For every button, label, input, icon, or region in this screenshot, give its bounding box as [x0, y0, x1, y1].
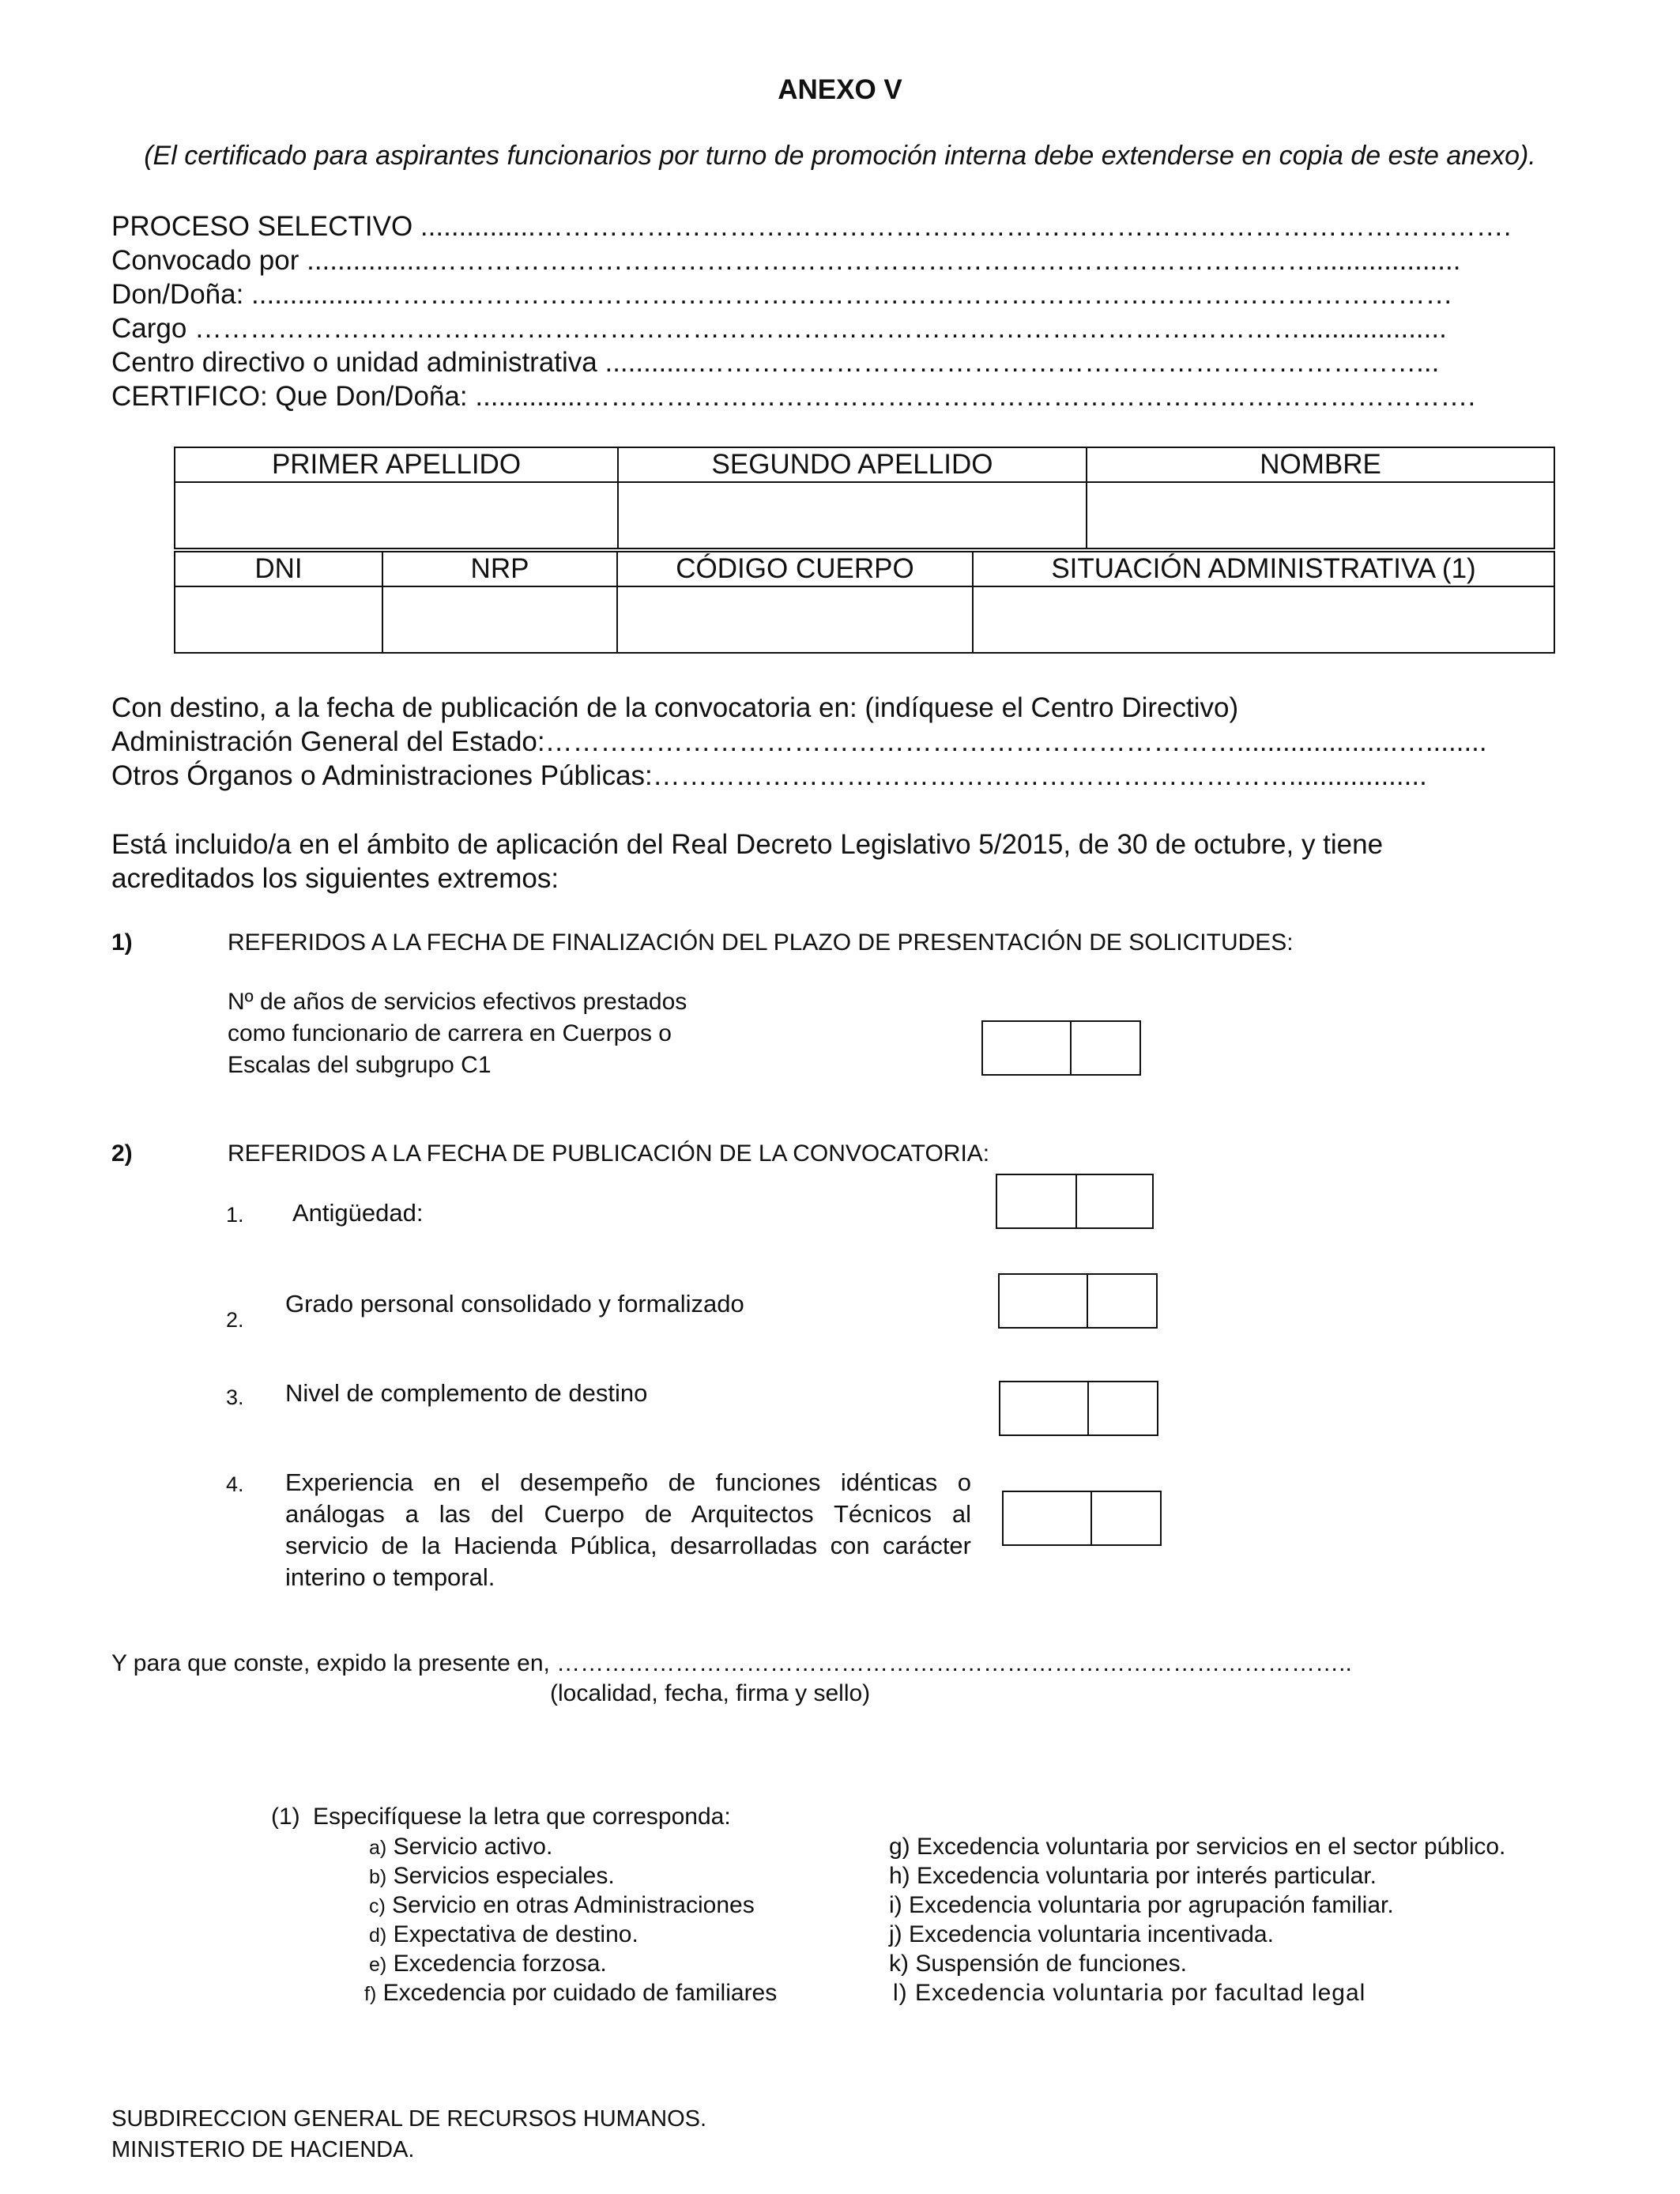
cell-codigo-cuerpo[interactable]: [617, 586, 973, 653]
cell-primer-apellido[interactable]: [175, 482, 618, 548]
experiencia-line: Experiencia en el desempeño de funciones idénticas o: [285, 1468, 971, 1496]
footnote-option-k: k) Suspensión de funciones.: [889, 1951, 1187, 1977]
item-number: 2.: [226, 1308, 244, 1332]
section-2-number: 2): [111, 1140, 133, 1167]
item-grado-personal: Grado personal consolidado y formalizado: [285, 1290, 744, 1318]
section-1-item-line: Escalas del subgrupo C1: [228, 1052, 492, 1078]
closing-caption: (localidad, fecha, firma y sello): [550, 1680, 871, 1706]
field-cargo: Cargo …………………………………………………………………………………………………………...................: [111, 313, 1447, 344]
footnote-option-d: d) Expectativa de destino.: [369, 1921, 638, 1947]
header-nrp: NRP: [382, 552, 617, 586]
footnote-option-l: l) Excedencia voluntaria por facultad legal: [893, 1980, 1366, 2006]
footnote-option-a: a) Servicio activo.: [369, 1834, 553, 1860]
experiencia-line: interino o temporal.: [285, 1563, 495, 1591]
experiencia-line: análogas a las del Cuerpo de Arquitectos Técnicos al: [285, 1500, 971, 1528]
id-table: [174, 551, 1555, 654]
footnote-option-e: e) Excedencia forzosa.: [369, 1951, 607, 1977]
cell-segundo-apellido[interactable]: [618, 482, 1087, 548]
closing-line: Y para que conste, expido la presente en, ………………………………………………………………………………………..: [111, 1650, 1352, 1676]
footer-ministerio: MINISTERIO DE HACIENDA.: [111, 2137, 415, 2162]
header-dni: DNI: [175, 552, 382, 586]
header-situacion-administrativa: SITUACIÓN ADMINISTRATIVA (1): [973, 552, 1554, 586]
cell-nrp[interactable]: [382, 586, 617, 653]
footnote-option-i: i) Excedencia voluntaria por agrupación familiar.: [889, 1892, 1394, 1918]
section-2-heading: REFERIDOS A LA FECHA DE PUBLICACIÓN DE LA CONVOCATORIA:: [228, 1140, 990, 1167]
item-number: 4.: [226, 1472, 244, 1496]
section-1-item-line: como funcionario de carrera en Cuerpos o: [228, 1020, 672, 1046]
section-1-heading: REFERIDOS A LA FECHA DE FINALIZACIÓN DEL PLAZO DE PRESENTACIÓN DE SOLICITUDES:: [228, 929, 1294, 956]
field-convocado-por: Convocado por ................……………………………………………………………………………………...................: [111, 245, 1461, 276]
experiencia-line: servicio de la Hacienda Pública, desarrolladas con carácter: [285, 1532, 971, 1559]
destino-age: Administración General del Estado:………………………………………………………………….....................…........: [111, 726, 1487, 757]
footnote-intro: Especifíquese la letra que corresponda:: [313, 1804, 731, 1830]
anos-servicio-box[interactable]: [981, 1020, 1141, 1076]
header-nombre: NOMBRE: [1087, 447, 1554, 482]
footnote-marker: (1): [271, 1804, 300, 1830]
field-proceso-selectivo: PROCESO SELECTIVO ...............…………………………………………………………………………………………….: [111, 211, 1512, 242]
destino-otros: Otros Órganos o Administraciones Públicas:……………………………………………………………..................: [111, 760, 1427, 791]
item-number: 3.: [226, 1385, 244, 1409]
item-number: 1.: [226, 1203, 244, 1227]
page-title: ANEXO V: [778, 74, 902, 105]
nivel-complemento-box[interactable]: [999, 1381, 1158, 1436]
field-don-dona: Don/Doña: ................………………………………………………………………………………………………………: [111, 279, 1453, 310]
cell-dni[interactable]: [175, 586, 382, 653]
antiguedad-box[interactable]: [996, 1174, 1154, 1229]
section-1-number: 1): [111, 929, 133, 956]
cell-situacion-administrativa[interactable]: [973, 586, 1554, 653]
item-experiencia: [285, 1467, 971, 1593]
footnote-option-j: j) Excedencia voluntaria incentivada.: [889, 1921, 1274, 1947]
field-certifico: CERTIFICO: Que Don/Doña: ..............…………………………………………………………………………………….: [111, 381, 1476, 412]
header-codigo-cuerpo: CÓDIGO CUERPO: [617, 552, 973, 586]
name-table: [174, 447, 1555, 549]
field-centro-directivo: Centro directivo o unidad administrativa ............……………………………………………………………………...: [111, 347, 1440, 378]
footnote-option-g: g) Excedencia voluntaria por servicios en el sector público.: [889, 1834, 1506, 1860]
experiencia-box[interactable]: [1002, 1491, 1162, 1546]
footnote-option-h: h) Excedencia voluntaria por interés particular.: [889, 1863, 1377, 1889]
item-nivel-complemento: Nivel de complemento de destino: [285, 1379, 648, 1407]
footnote-option-f: f) Excedencia por cuidado de familiares: [364, 1980, 778, 2006]
header-primer-apellido: PRIMER APELLIDO: [175, 447, 618, 482]
footnote-option-b: b) Servicios especiales.: [369, 1863, 615, 1889]
ambito-line-1: Está incluido/a en el ámbito de aplicación del Real Decreto Legislativo 5/2015, de 30 de octubre, y tiene: [111, 829, 1384, 860]
footnote-option-c: c) Servicio en otras Administraciones: [369, 1892, 755, 1918]
footer-subdireccion: SUBDIRECCION GENERAL DE RECURSOS HUMANOS.: [111, 2106, 707, 2132]
destino-intro: Con destino, a la fecha de publicación de la convocatoria en: (indíquese el Centro Directivo): [111, 692, 1239, 723]
section-1-item-line: Nº de años de servicios efectivos prestados: [228, 989, 687, 1015]
ambito-line-2: acreditados los siguientes extremos:: [111, 863, 559, 894]
grado-personal-box[interactable]: [998, 1273, 1158, 1329]
page-subtitle: (El certificado para aspirantes funcionarios por turno de promoción interna debe extenderse en copia de este anexo).: [144, 141, 1536, 171]
header-segundo-apellido: SEGUNDO APELLIDO: [618, 447, 1087, 482]
item-antiguedad: Antigüedad:: [292, 1199, 424, 1227]
cell-nombre[interactable]: [1087, 482, 1554, 548]
